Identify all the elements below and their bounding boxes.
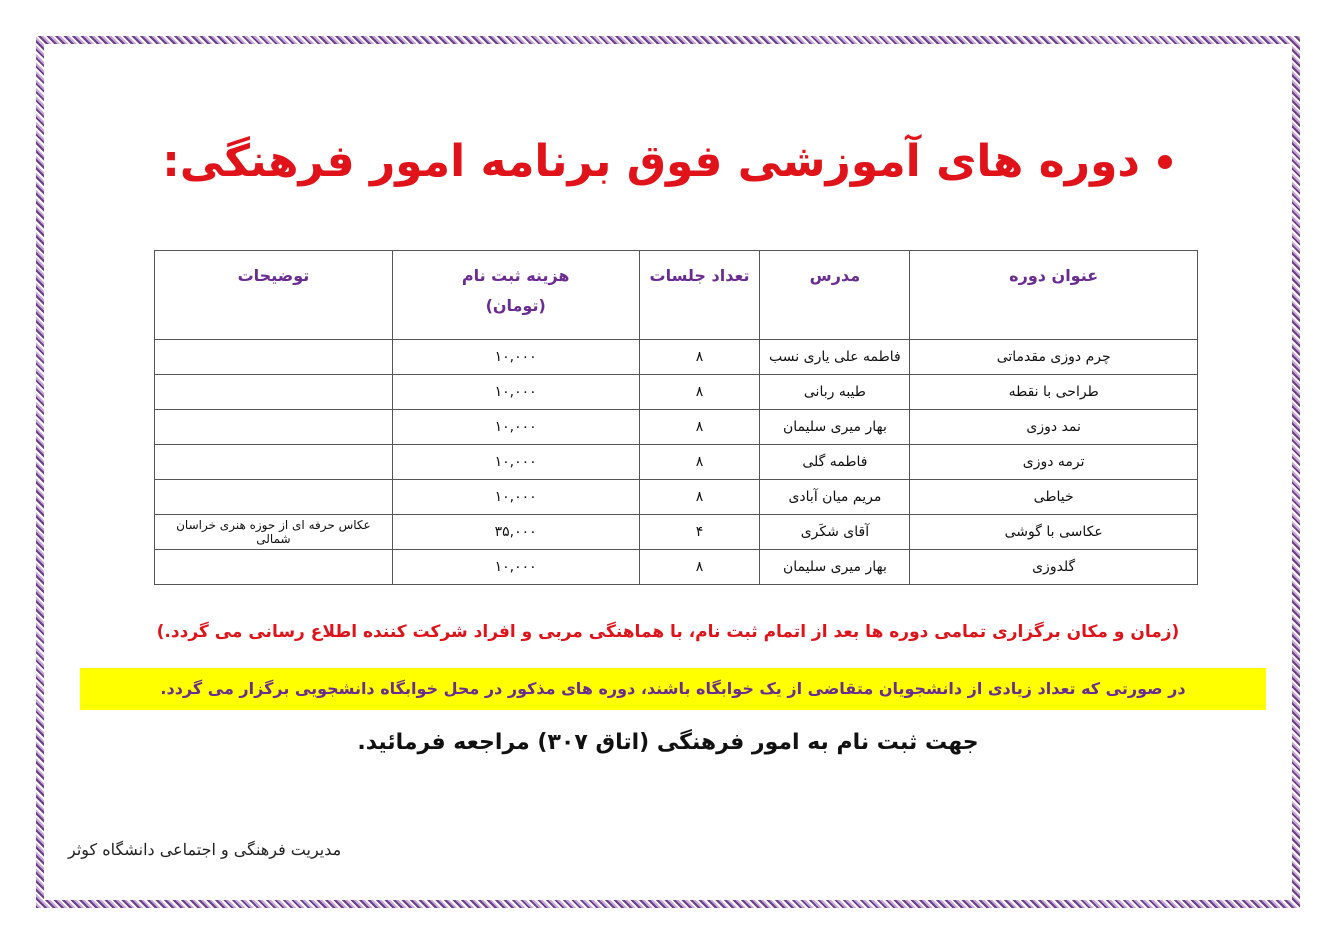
table-row [155,515,1198,550]
header-sessions: تعداد جلسات [639,251,760,340]
cell-notes [155,340,393,375]
cell-notes [155,445,393,480]
page-content [44,44,1292,900]
cell-course: نمد دوزی [910,410,1198,445]
cell-fee: ۱۰,۰۰۰ [392,410,639,445]
cell-fee: ۱۰,۰۰۰ [392,480,639,515]
header-fee [392,251,639,340]
cell-course: چرم دوزی مقدماتی [910,340,1198,375]
courses-table [154,250,1198,585]
cell-instructor: بهار میری سلیمان [760,410,910,445]
table-row [155,445,1198,480]
cell-instructor: طیبه ربانی [760,375,910,410]
table-header-row [155,251,1198,340]
cell-fee: ۱۰,۰۰۰ [392,445,639,480]
header-notes: توضیحات [155,251,393,340]
bullet-icon [1158,155,1172,169]
page-title-text: دوره های آموزشی فوق برنامه امور فرهنگی: [162,136,1140,187]
cell-fee: ۱۰,۰۰۰ [392,340,639,375]
cell-instructor: مریم میان آبادی [760,480,910,515]
header-instructor: مدرس [760,251,910,340]
cell-course: عکاسی با گوشی [910,515,1198,550]
table-row [155,550,1198,585]
cell-course: ترمه دوزی [910,445,1198,480]
table-row [155,340,1198,375]
table-row [155,480,1198,515]
header-fee-unit: (تومان) [485,296,546,315]
cell-fee: ۱۰,۰۰۰ [392,550,639,585]
registration-note: جهت ثبت نام به امور فرهنگی (اتاق ۳۰۷) مراجعه فرمائید. [357,730,979,755]
cell-course: خیاطی [910,480,1198,515]
cell-sessions: ۴ [639,515,760,550]
cell-sessions: ۸ [639,445,760,480]
cell-sessions: ۸ [639,340,760,375]
dormitory-note: در صورتی که تعداد زیادی از دانشجویان متقاضی از یک خوابگاه باشند، دوره های مذکور در محل خوابگاه دانشجویی برگزار می گردد. [80,668,1266,710]
page-title [162,136,1172,187]
cell-notes [155,480,393,515]
table-row [155,410,1198,445]
schedule-note: (زمان و مکان برگزاری تمامی دوره ها بعد از اتمام ثبت نام، با هماهنگی مربی و افراد شرکت کننده اطلاع رسانی می گردد.) [156,622,1180,642]
decorative-border-frame [36,36,1300,908]
cell-sessions: ۸ [639,410,760,445]
cell-sessions: ۸ [639,550,760,585]
cell-fee: ۳۵,۰۰۰ [392,515,639,550]
cell-notes [155,550,393,585]
cell-notes: عکاس حرفه ای از حوزه هنری خراسان شمالی [155,515,393,550]
cell-instructor: آقای شکَری [760,515,910,550]
cell-sessions: ۸ [639,480,760,515]
cell-fee: ۱۰,۰۰۰ [392,375,639,410]
cell-course: گلدوزی [910,550,1198,585]
cell-sessions: ۸ [639,375,760,410]
cell-course: طراحی با نقطه [910,375,1198,410]
cell-instructor: بهار میری سلیمان [760,550,910,585]
header-course: عنوان دوره [910,251,1198,340]
table-row [155,375,1198,410]
cell-notes [155,375,393,410]
cell-notes [155,410,393,445]
header-fee-label: هزینه ثبت نام [461,266,570,285]
cell-instructor: فاطمه علی یاری نسب [760,340,910,375]
cell-instructor: فاطمه گلی [760,445,910,480]
signature: مدیریت فرهنگی و اجتماعی دانشگاه کوثر [68,840,342,859]
